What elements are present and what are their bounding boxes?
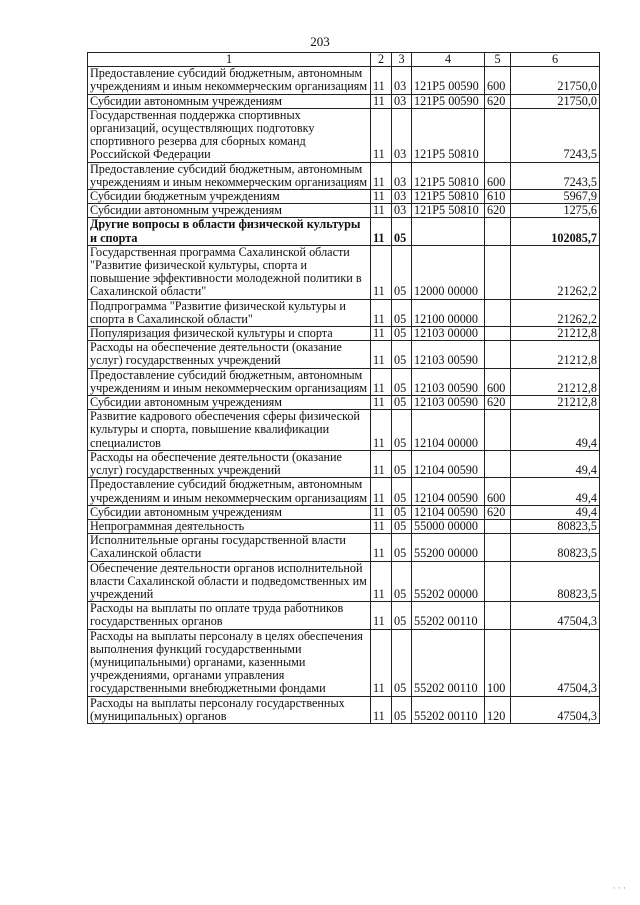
target-article-code: 12104 00000 [412, 410, 485, 451]
expense-type-code [485, 108, 511, 162]
row-name: Предоставление субсидий бюджетным, автономным учреждениям и иным некоммерческим организациям [88, 368, 371, 395]
column-header: 4 [412, 53, 485, 67]
table-row [88, 94, 600, 108]
row-name: Предоставление субсидий бюджетным, автономным учреждениям и иным некоммерческим организациям [88, 162, 371, 189]
amount: 21750,0 [511, 94, 600, 108]
row-name: Другие вопросы в области физической культуры и спорта [88, 218, 371, 245]
row-name: Обеспечение деятельности органов исполнительной власти Сахалинской области и подведомственных им учреждений [88, 561, 371, 602]
table-row [88, 534, 600, 561]
section-code: 11 [371, 696, 392, 723]
amount: 7243,5 [511, 162, 600, 189]
amount: 47504,3 [511, 696, 600, 723]
target-article-code: 121P5 00590 [412, 67, 485, 94]
row-name: Расходы на выплаты персоналу государственных (муниципальных) органов [88, 696, 371, 723]
target-article-code: 12104 00590 [412, 505, 485, 519]
amount: 49,4 [511, 478, 600, 505]
target-article-code: 12103 00000 [412, 327, 485, 341]
table-row [88, 602, 600, 629]
row-name: Субсидии автономным учреждениям [88, 505, 371, 519]
section-code: 11 [371, 204, 392, 218]
section-code: 11 [371, 67, 392, 94]
row-name: Субсидии автономным учреждениям [88, 396, 371, 410]
subsection-code: 05 [392, 629, 412, 696]
subsection-code: 05 [392, 341, 412, 368]
expense-type-code: 600 [485, 478, 511, 505]
expense-type-code: 600 [485, 162, 511, 189]
target-article-code: 121P5 50810 [412, 162, 485, 189]
table-row [88, 341, 600, 368]
subsection-code: 05 [392, 696, 412, 723]
column-header: 2 [371, 53, 392, 67]
table-row [88, 299, 600, 326]
section-code: 11 [371, 396, 392, 410]
expense-type-code [485, 534, 511, 561]
row-name: Предоставление субсидий бюджетным, автономным учреждениям и иным некоммерческим организациям [88, 478, 371, 505]
expense-type-code [485, 299, 511, 326]
section-code: 11 [371, 327, 392, 341]
section-code: 11 [371, 218, 392, 245]
expense-type-code: 620 [485, 204, 511, 218]
target-article-code: 12103 00590 [412, 396, 485, 410]
target-article-code: 121P5 00590 [412, 94, 485, 108]
amount: 21212,8 [511, 396, 600, 410]
amount: 49,4 [511, 450, 600, 477]
amount: 21212,8 [511, 327, 600, 341]
table-row [88, 561, 600, 602]
subsection-code: 05 [392, 245, 412, 299]
amount: 80823,5 [511, 534, 600, 561]
row-name: Исполнительные органы государственной власти Сахалинской области [88, 534, 371, 561]
expense-type-code [485, 519, 511, 533]
subsection-code: 05 [392, 299, 412, 326]
section-code: 11 [371, 629, 392, 696]
section-code: 11 [371, 341, 392, 368]
expense-type-code [485, 341, 511, 368]
section-code: 11 [371, 94, 392, 108]
expense-type-code: 600 [485, 368, 511, 395]
row-name: Популяризация физической культуры и спорта [88, 327, 371, 341]
table-row [88, 519, 600, 533]
expense-type-code [485, 561, 511, 602]
table-header-row [88, 53, 600, 67]
table-row [88, 410, 600, 451]
amount: 21262,2 [511, 245, 600, 299]
section-code: 11 [371, 410, 392, 451]
subsection-code: 03 [392, 67, 412, 94]
target-article-code: 121P5 50810 [412, 108, 485, 162]
row-name: Непрограммная деятельность [88, 519, 371, 533]
section-code: 11 [371, 299, 392, 326]
table-row [88, 190, 600, 204]
row-name: Расходы на выплаты по оплате труда работников государственных органов [88, 602, 371, 629]
table-row [88, 327, 600, 341]
column-header: 1 [88, 53, 371, 67]
budget-table [87, 52, 600, 724]
subsection-code: 05 [392, 368, 412, 395]
subsection-code: 05 [392, 410, 412, 451]
scan-artifact: · · · [612, 883, 626, 893]
table-row [88, 162, 600, 189]
subsection-code: 05 [392, 534, 412, 561]
section-code: 11 [371, 478, 392, 505]
expense-type-code [485, 218, 511, 245]
column-header: 5 [485, 53, 511, 67]
table-row [88, 696, 600, 723]
table-row [88, 368, 600, 395]
target-article-code: 12103 00590 [412, 341, 485, 368]
subsection-code: 05 [392, 450, 412, 477]
amount: 21750,0 [511, 67, 600, 94]
section-code: 11 [371, 190, 392, 204]
amount: 102085,7 [511, 218, 600, 245]
table-row [88, 67, 600, 94]
row-name: Субсидии автономным учреждениям [88, 204, 371, 218]
amount: 21212,8 [511, 368, 600, 395]
target-article-code: 55202 00110 [412, 629, 485, 696]
amount: 80823,5 [511, 561, 600, 602]
table-row [88, 396, 600, 410]
subsection-code: 05 [392, 561, 412, 602]
amount: 47504,3 [511, 602, 600, 629]
subsection-code: 05 [392, 519, 412, 533]
expense-type-code [485, 327, 511, 341]
row-name: Подпрограмма "Развитие физической культуры и спорта в Сахалинской области" [88, 299, 371, 326]
table-row [88, 505, 600, 519]
expense-type-code: 620 [485, 396, 511, 410]
page-number: 203 [310, 34, 330, 49]
section-code: 11 [371, 561, 392, 602]
target-article-code: 12100 00000 [412, 299, 485, 326]
subsection-code: 03 [392, 94, 412, 108]
target-article-code: 55202 00110 [412, 696, 485, 723]
section-code: 11 [371, 534, 392, 561]
amount: 80823,5 [511, 519, 600, 533]
target-article-code: 55202 00000 [412, 561, 485, 602]
expense-type-code: 120 [485, 696, 511, 723]
row-name: Развитие кадрового обеспечения сферы физической культуры и спорта, повышение квалификации специалистов [88, 410, 371, 451]
target-article-code: 12000 00000 [412, 245, 485, 299]
expense-type-code: 620 [485, 505, 511, 519]
section-code: 11 [371, 245, 392, 299]
subsection-code: 03 [392, 108, 412, 162]
table-row [88, 629, 600, 696]
row-name: Предоставление субсидий бюджетным, автономным учреждениям и иным некоммерческим организациям [88, 67, 371, 94]
expense-type-code: 100 [485, 629, 511, 696]
amount: 1275,6 [511, 204, 600, 218]
table-row [88, 204, 600, 218]
section-code: 11 [371, 602, 392, 629]
column-header: 6 [511, 53, 600, 67]
subsection-code: 05 [392, 218, 412, 245]
target-article-code: 121P5 50810 [412, 204, 485, 218]
expense-type-code [485, 245, 511, 299]
column-header: 3 [392, 53, 412, 67]
expense-type-code [485, 602, 511, 629]
amount: 47504,3 [511, 629, 600, 696]
target-article-code: 55202 00110 [412, 602, 485, 629]
table-row [88, 245, 600, 299]
row-name: Расходы на обеспечение деятельности (оказание услуг) государственных учреждений [88, 450, 371, 477]
subsection-code: 05 [392, 396, 412, 410]
target-article-code: 55200 00000 [412, 534, 485, 561]
expense-type-code: 600 [485, 67, 511, 94]
section-code: 11 [371, 450, 392, 477]
target-article-code: 12103 00590 [412, 368, 485, 395]
amount: 5967,9 [511, 190, 600, 204]
section-code: 11 [371, 505, 392, 519]
subsection-code: 03 [392, 204, 412, 218]
amount: 49,4 [511, 505, 600, 519]
table-row [88, 450, 600, 477]
target-article-code [412, 218, 485, 245]
target-article-code: 121P5 50810 [412, 190, 485, 204]
section-code: 11 [371, 368, 392, 395]
section-code: 11 [371, 519, 392, 533]
row-name: Государственная программа Сахалинской области "Развитие физической культуры, спорта и повышение эффективности молодежной политики в Сахалинской области" [88, 245, 371, 299]
amount: 49,4 [511, 410, 600, 451]
target-article-code: 55000 00000 [412, 519, 485, 533]
section-code: 11 [371, 108, 392, 162]
target-article-code: 12104 00590 [412, 450, 485, 477]
expense-type-code: 620 [485, 94, 511, 108]
table-row [88, 478, 600, 505]
subsection-code: 05 [392, 478, 412, 505]
row-name: Субсидии бюджетным учреждениям [88, 190, 371, 204]
subsection-code: 03 [392, 162, 412, 189]
amount: 7243,5 [511, 108, 600, 162]
subsection-code: 05 [392, 602, 412, 629]
subsection-code: 05 [392, 327, 412, 341]
target-article-code: 12104 00590 [412, 478, 485, 505]
subsection-code: 03 [392, 190, 412, 204]
table-row [88, 108, 600, 162]
table-row-section-total [88, 218, 600, 245]
expense-type-code [485, 410, 511, 451]
subsection-code: 05 [392, 505, 412, 519]
amount: 21212,8 [511, 341, 600, 368]
row-name: Субсидии автономным учреждениям [88, 94, 371, 108]
expense-type-code [485, 450, 511, 477]
amount: 21262,2 [511, 299, 600, 326]
expense-type-code: 610 [485, 190, 511, 204]
section-code: 11 [371, 162, 392, 189]
row-name: Государственная поддержка спортивных организаций, осуществляющих подготовку спортивного резерва для сборных команд Российской Федерации [88, 108, 371, 162]
row-name: Расходы на выплаты персоналу в целях обеспечения выполнения функций государственными (муниципальными) органами, казенными учреждениями, органами управления государственными внебюджетными фондами [88, 629, 371, 696]
row-name: Расходы на обеспечение деятельности (оказание услуг) государственных учреждений [88, 341, 371, 368]
